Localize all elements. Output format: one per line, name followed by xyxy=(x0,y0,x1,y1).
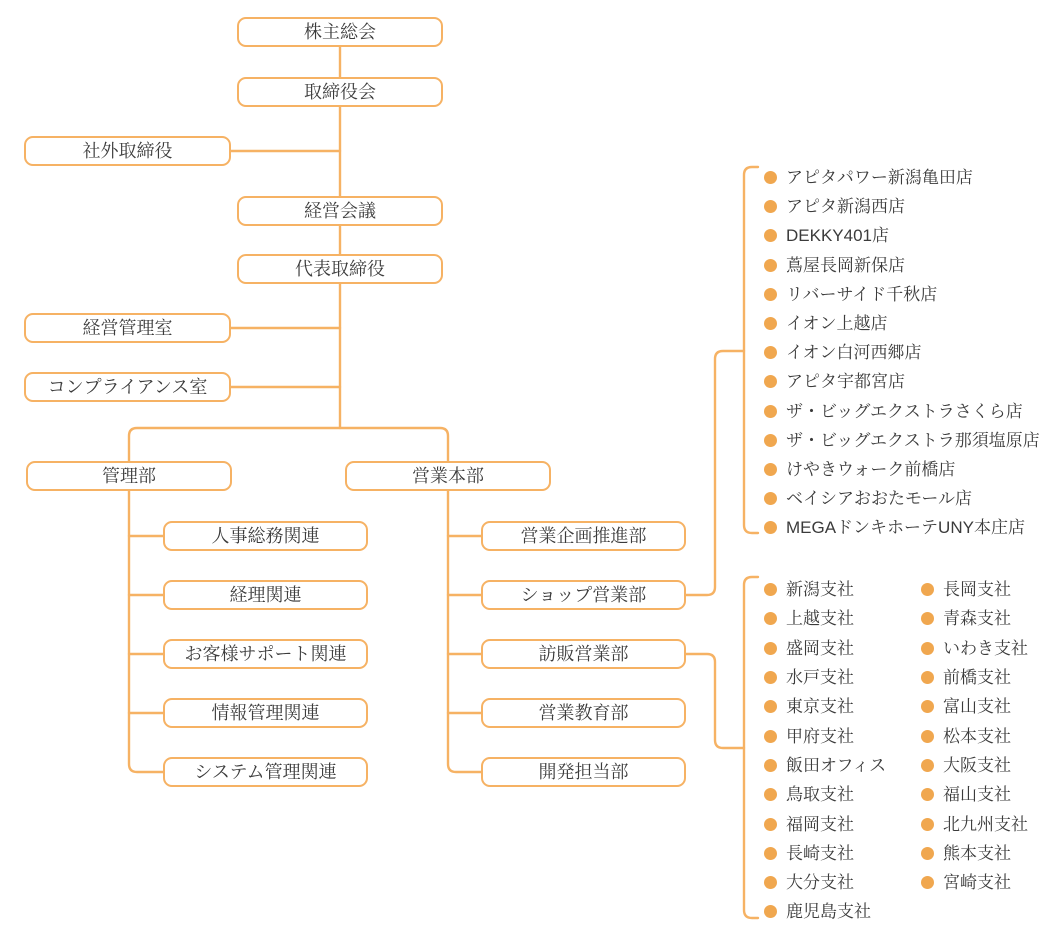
branch-list-item: 福山支社 xyxy=(921,780,1028,809)
bracket-shop-list xyxy=(744,167,758,533)
bullet-icon xyxy=(764,434,777,447)
box-development: 開発担当部 xyxy=(481,757,686,787)
branch-list-item: 大分支社 xyxy=(764,868,886,897)
bullet-icon xyxy=(921,788,934,801)
shop-list-item: 蔦屋長岡新保店 xyxy=(764,251,1040,280)
box-door-to-door-sales: 訪販営業部 xyxy=(481,639,686,669)
shop-list-item: イオン白河西郷店 xyxy=(764,338,1040,367)
branch-list-item: 飯田オフィス xyxy=(764,751,886,780)
connector-sales-rail xyxy=(448,490,481,772)
shop-list-item: MEGAドンキホーテUNY本庄店 xyxy=(764,513,1040,542)
bullet-icon xyxy=(764,229,777,242)
bullet-icon xyxy=(764,317,777,330)
shop-list-item: アピタ新潟西店 xyxy=(764,192,1040,221)
box-hr-general-affairs: 人事総務関連 xyxy=(163,521,368,551)
box-board-of-directors: 取締役会 xyxy=(237,77,443,107)
bullet-icon xyxy=(764,700,777,713)
shop-list-item: ザ・ビッグエクストラさくら店 xyxy=(764,397,1040,426)
branch-list-item: 長崎支社 xyxy=(764,839,886,868)
bullet-icon xyxy=(764,583,777,596)
branch-list-item: 盛岡支社 xyxy=(764,634,886,663)
box-admin-department: 管理部 xyxy=(26,461,232,491)
branch-list-item: 熊本支社 xyxy=(921,839,1028,868)
branch-list-item: 富山支社 xyxy=(921,692,1028,721)
box-information-management: 情報管理関連 xyxy=(163,698,368,728)
shop-list-item: ザ・ビッグエクストラ那須塩原店 xyxy=(764,426,1040,455)
connector-split xyxy=(129,428,448,461)
connector-admin-rail xyxy=(129,490,163,772)
bullet-icon xyxy=(921,700,934,713)
box-management-council: 経営会議 xyxy=(237,196,443,226)
bullet-icon xyxy=(764,200,777,213)
bullet-icon xyxy=(921,847,934,860)
bullet-icon xyxy=(921,730,934,743)
branch-list-item: 水戸支社 xyxy=(764,663,886,692)
connector-door-to-door-sales xyxy=(686,654,744,748)
box-compliance-office: コンプライアンス室 xyxy=(24,372,231,402)
branch-list-item: 大阪支社 xyxy=(921,751,1028,780)
bullet-icon xyxy=(764,259,777,272)
branch-list-item: 前橋支社 xyxy=(921,663,1028,692)
bracket-branch-list xyxy=(744,577,758,918)
box-shop-sales: ショップ営業部 xyxy=(481,580,686,610)
branch-list-item: 長岡支社 xyxy=(921,575,1028,604)
branch-list-item: 鹿児島支社 xyxy=(764,897,886,926)
branch-list-item: 甲府支社 xyxy=(764,721,886,750)
bullet-icon xyxy=(764,671,777,684)
shop-list-item: ベイシアおおたモール店 xyxy=(764,484,1040,513)
branch-list-item: 北九州支社 xyxy=(921,809,1028,838)
box-system-management: システム管理関連 xyxy=(163,757,368,787)
branch-list-item: 東京支社 xyxy=(764,692,886,721)
bullet-icon xyxy=(921,818,934,831)
bullet-icon xyxy=(764,288,777,301)
bullet-icon xyxy=(764,375,777,388)
box-sales-training: 営業教育部 xyxy=(481,698,686,728)
shop-list-item: イオン上越店 xyxy=(764,309,1040,338)
branch-list-left xyxy=(764,575,886,927)
bullet-icon xyxy=(764,346,777,359)
box-representative-director: 代表取締役 xyxy=(237,254,443,284)
shop-list-item: リバーサイド千秋店 xyxy=(764,280,1040,309)
box-accounting: 経理関連 xyxy=(163,580,368,610)
bullet-icon xyxy=(764,405,777,418)
branch-list-item: 青森支社 xyxy=(921,604,1028,633)
shop-list-item: けやきウォーク前橋店 xyxy=(764,455,1040,484)
shop-list xyxy=(764,163,1040,542)
bullet-icon xyxy=(764,171,777,184)
bullet-icon xyxy=(764,492,777,505)
branch-list-item: いわき支社 xyxy=(921,634,1028,663)
branch-list-item: 福岡支社 xyxy=(764,809,886,838)
bullet-icon xyxy=(764,521,777,534)
box-sales-planning-promotion: 営業企画推進部 xyxy=(481,521,686,551)
bullet-icon xyxy=(764,612,777,625)
branch-list-item: 新潟支社 xyxy=(764,575,886,604)
branch-list-item: 宮崎支社 xyxy=(921,868,1028,897)
branch-list-item: 松本支社 xyxy=(921,721,1028,750)
bullet-icon xyxy=(764,642,777,655)
shop-list-item: アピタパワー新潟亀田店 xyxy=(764,163,1040,192)
box-outside-directors: 社外取締役 xyxy=(24,136,231,166)
bullet-icon xyxy=(764,730,777,743)
bullet-icon xyxy=(921,612,934,625)
box-management-office: 経営管理室 xyxy=(24,313,231,343)
bullet-icon xyxy=(764,905,777,918)
bullet-icon xyxy=(921,759,934,772)
bullet-icon xyxy=(921,671,934,684)
bullet-icon xyxy=(764,818,777,831)
bullet-icon xyxy=(764,463,777,476)
bullet-icon xyxy=(921,876,934,889)
bullet-icon xyxy=(764,847,777,860)
shop-list-item: アピタ宇都宮店 xyxy=(764,367,1040,396)
bullet-icon xyxy=(764,759,777,772)
box-customer-support: お客様サポート関連 xyxy=(163,639,368,669)
box-sales-division: 営業本部 xyxy=(345,461,551,491)
branch-list-item: 鳥取支社 xyxy=(764,780,886,809)
branch-list-item: 上越支社 xyxy=(764,604,886,633)
bullet-icon xyxy=(921,642,934,655)
shop-list-item: DEKKY401店 xyxy=(764,221,1040,250)
box-shareholders-meeting: 株主総会 xyxy=(237,17,443,47)
connector-shop-sales xyxy=(686,351,744,595)
bullet-icon xyxy=(764,876,777,889)
bullet-icon xyxy=(764,788,777,801)
branch-list-right xyxy=(921,575,1028,897)
bullet-icon xyxy=(921,583,934,596)
